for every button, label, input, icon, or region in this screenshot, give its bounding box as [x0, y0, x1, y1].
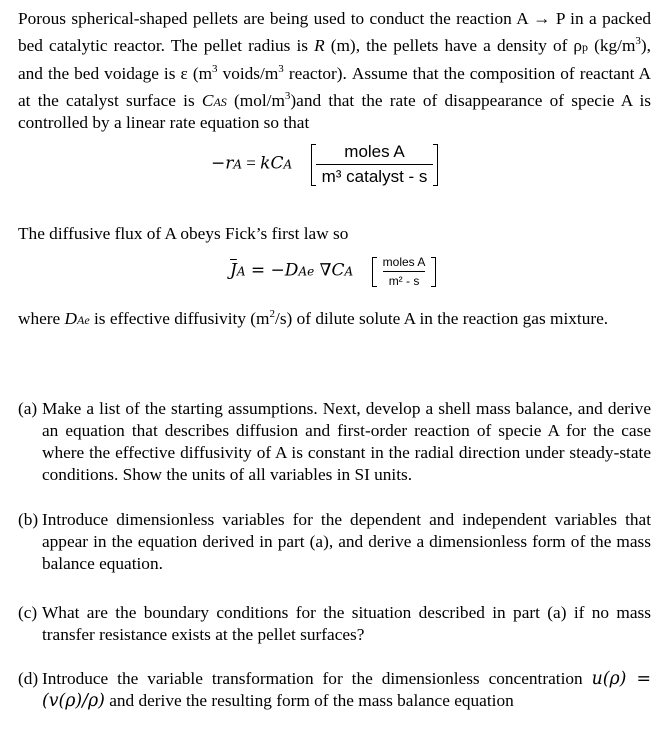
superscript: 3 [278, 62, 284, 75]
rate-rhs-subscript: A [283, 157, 293, 172]
intro-text: Porous spherical-shaped pellets are being used to conduct the reaction A [18, 9, 534, 28]
surface-concentration-subscript: AS [213, 94, 227, 109]
question-b-text: Introduce dimensionless variables for the dependent and independent variables that appear in the equation derived in part (a), and derive a dimensionless form of the mass balance equation. [42, 510, 651, 573]
intro-text: (m), the pellets have a density of [324, 35, 574, 55]
superscript: 3 [635, 35, 641, 47]
question-d-text [42, 668, 651, 712]
intro-text: (kg/m [588, 35, 636, 55]
intro-text: reactor). Assume that the composition of reactant A at the catalyst surface is [18, 63, 652, 110]
diffusivity-paragraph [18, 298, 651, 336]
reaction-arrow: → [533, 9, 551, 28]
question-a [18, 398, 651, 486]
rate-equation [211, 142, 438, 187]
rate-units-numerator: moles A [344, 142, 405, 161]
flux-equation [230, 255, 436, 288]
flux-rhs: = −D [245, 260, 299, 281]
diffusivity-subscript: Ae [298, 264, 315, 279]
intro-text: voids/m [217, 63, 279, 83]
rate-units-fraction [316, 142, 434, 187]
question-b-label: (b) [18, 510, 39, 529]
rate-units-denominator: m³ catalyst - s [316, 164, 434, 187]
surface-concentration-symbol: C [201, 90, 214, 110]
question-b [18, 509, 651, 575]
intro-text: )and that the rate of disappearance of specie A is controlled by a linear rate equation so that [18, 90, 651, 133]
density-symbol: ρ [573, 35, 583, 55]
flux-units-numerator: moles A [382, 255, 426, 269]
rate-lhs: −r [211, 153, 234, 174]
gradient-term: ∇C [314, 260, 345, 281]
superscript: 3 [212, 62, 218, 75]
flux-subscript: A [236, 264, 246, 279]
diffusivity-text: is effective diffusivity (m [89, 308, 270, 328]
right-bracket [431, 257, 436, 287]
question-d-text-part: and derive the resulting form of the mass balance equation [104, 691, 514, 710]
question-c [18, 602, 651, 646]
question-c-text: What are the boundary conditions for the situation described in part (a) if no mass transfer resistance exists at the pellet surfaces? [42, 603, 651, 644]
transformation-math: u(ρ) = (v(ρ)/ρ) [42, 669, 651, 711]
question-a-label: (a) [18, 399, 38, 418]
concentration-subscript: A [344, 264, 354, 279]
fick-text: The diffusive flux of A obeys Fick’s first law so [18, 224, 349, 243]
question-d-text-part: Introduce the variable transformation for the dimensionless concentration [42, 669, 592, 688]
intro-text: (mol/m [226, 90, 285, 110]
flux-units-fraction [377, 255, 432, 288]
question-d [18, 668, 651, 712]
fick-paragraph [18, 223, 651, 245]
diffusivity-text: where [18, 308, 65, 328]
radius-symbol: R [314, 35, 325, 55]
superscript: 3 [284, 89, 291, 102]
density-subscript: p [582, 39, 589, 54]
superscript: 2 [269, 308, 276, 320]
question-a-text: Make a list of the starting assumptions. Next, develop a shell mass balance, and derive an equation that describes diffusion and first-order reaction of specie A for the case where the effective diffusivity of A is constant in the radial direction under steady-state conditions. Show the units of all variables in SI units. [42, 399, 651, 484]
question-d-label: (d) [18, 669, 39, 688]
rate-rhs: kC [260, 153, 284, 174]
diffusivity-text: /s) of dilute solute A in the reaction gas mixture. [275, 308, 609, 328]
intro-text: P in a packed bed catalytic reactor. The pellet radius is [18, 9, 651, 55]
equals-sign: = [242, 153, 261, 173]
right-bracket [433, 144, 438, 186]
diffusivity-symbol: D [64, 308, 78, 328]
flux-symbol: $\overline{J}$ [230, 260, 237, 281]
rate-lhs-subscript: A [233, 157, 243, 172]
intro-paragraph [18, 8, 651, 134]
intro-text: ), and the bed voidage is ε (m [18, 35, 651, 83]
question-c-label: (c) [18, 603, 38, 622]
flux-units-denominator: m² - s [383, 271, 426, 288]
diffusivity-symbol-subscript: Ae [77, 312, 90, 327]
